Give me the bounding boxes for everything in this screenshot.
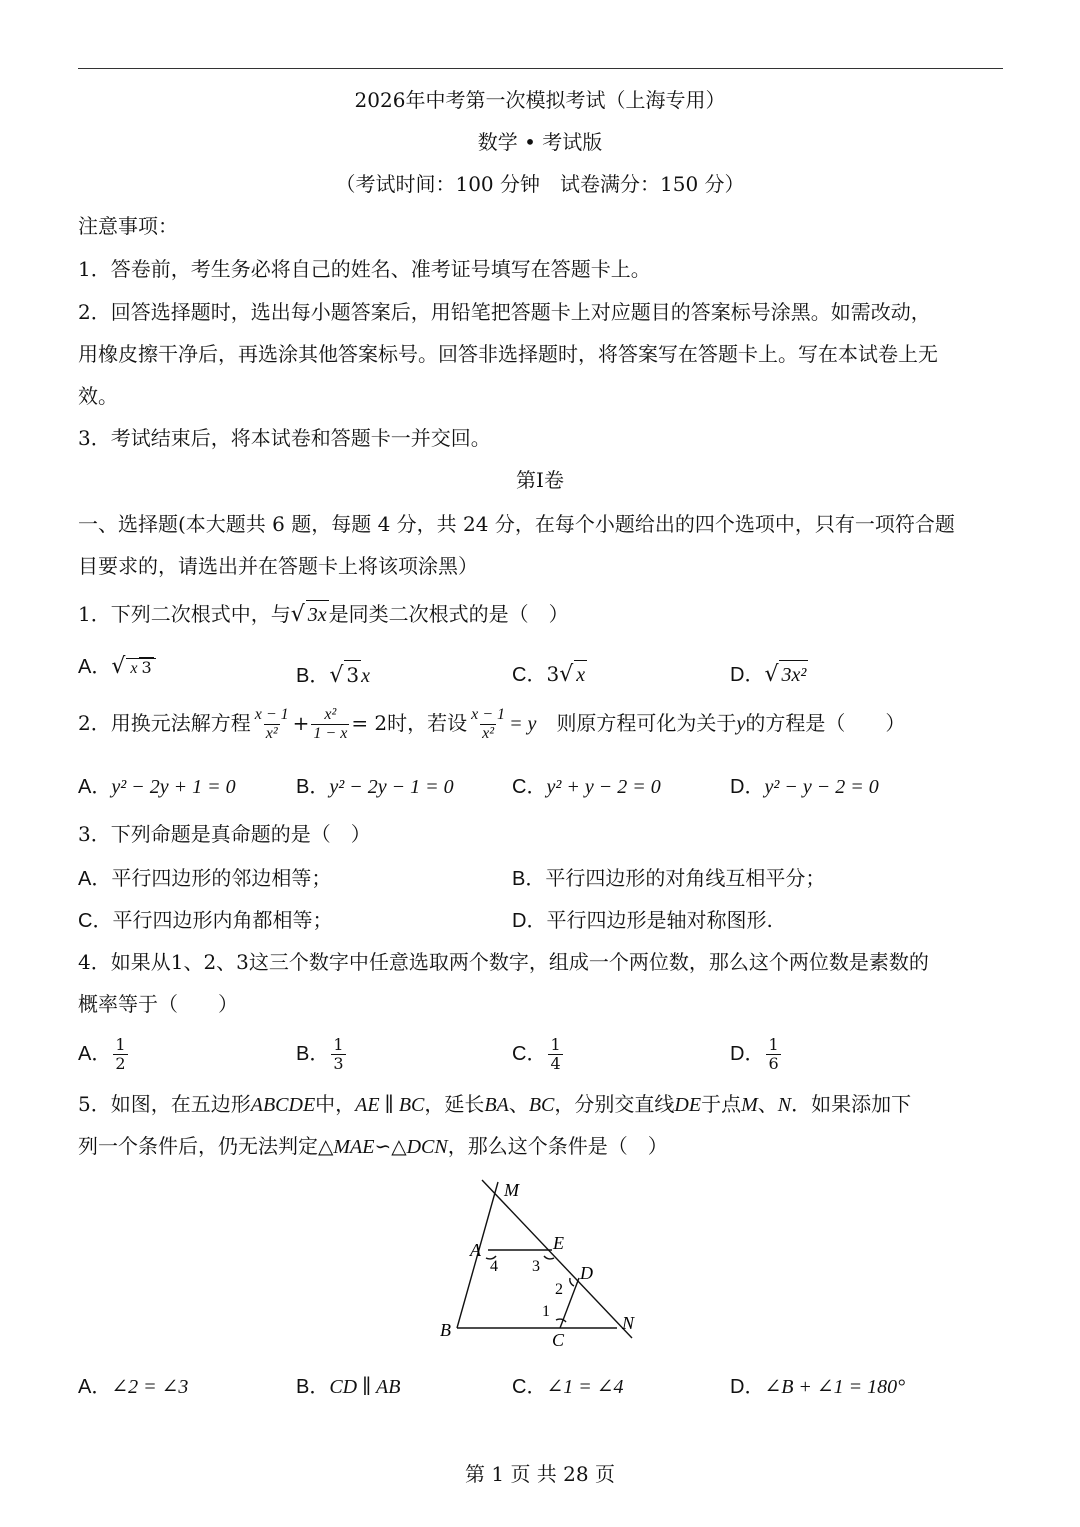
question-5-stem-line-1: 5．如图，在五边形ABCDE中，AE ∥ BC，延长BA、BC，分别交直线DE于点M、N．如果添加下 <box>78 1092 912 1116</box>
q2-option-c[interactable]: C．y² + y − 2 = 0 <box>512 776 661 798</box>
exam-subtitle: 数学 • 考试版 <box>477 130 603 154</box>
q1-option-d[interactable]: D．√ 3x² <box>730 662 807 687</box>
point-label-n: N <box>622 1313 635 1333</box>
point-label-a: A <box>470 1240 481 1260</box>
q2-option-a[interactable]: A．y² − 2y + 1 = 0 <box>78 776 236 798</box>
q5-option-c[interactable]: C．∠1 = ∠4 <box>512 1376 624 1398</box>
q1-stem-radicand: 3x <box>306 600 329 629</box>
point-label-e: E <box>553 1233 564 1253</box>
q1-option-a[interactable]: A．√ x 3 <box>78 652 158 681</box>
sqrt-symbol: √ <box>329 663 344 688</box>
q3-option-a[interactable]: A．平行四边形的邻边相等； <box>78 866 332 890</box>
q1-stem-pre: 1．下列二次根式中，与 <box>78 602 291 626</box>
q5-option-a[interactable]: A．∠2 = ∠3 <box>78 1376 189 1398</box>
question-1-stem <box>78 600 569 629</box>
sqrt-symbol: √ <box>764 662 779 687</box>
sqrt-symbol: √ <box>111 654 126 679</box>
angle-label-1: 1 <box>542 1303 550 1320</box>
line-mne <box>482 1180 632 1338</box>
q2-option-b[interactable]: B．y² − 2y − 1 = 0 <box>296 776 454 798</box>
question-4-stem-line-1: 4．如果从1、2、3这三个数字中任意选取两个数字，组成一个两位数，那么这个两位数是素数的 <box>78 950 929 974</box>
q4-option-a[interactable]: A． $\frac{1}{2}$ <box>78 1035 126 1073</box>
note-item-2-line-2: 用橡皮擦干净后，再选涂其他答案标号。回答非选择题时，将答案写在答题卡上。写在本试卷上无 <box>78 342 938 366</box>
q1-a-denominator: 3 <box>141 657 152 677</box>
sqrt-symbol: √ <box>290 602 305 627</box>
note-item-2-line-3: 效。 <box>78 384 118 408</box>
q3-option-b[interactable]: B．平行四边形的对角线互相平分； <box>512 866 826 890</box>
q4-option-b[interactable]: B． $\frac{1}{3}$ <box>296 1035 344 1073</box>
q2-option-d[interactable]: D．y² − y − 2 = 0 <box>730 776 879 798</box>
note-item-3: 3．考试结束后，将本试卷和答题卡一并交回。 <box>78 426 491 450</box>
q5-option-b[interactable]: B．CD ∥ AB <box>296 1376 401 1398</box>
sqrt-symbol: √ <box>559 662 574 687</box>
angle-label-3: 3 <box>532 1258 540 1275</box>
question-3-stem: 3．下列命题是真命题的是（ ） <box>78 822 371 846</box>
point-label-d: D <box>580 1263 593 1283</box>
volume-heading: 第Ⅰ卷 <box>516 468 564 492</box>
notes-heading: 注意事项： <box>78 214 178 238</box>
q1-option-b[interactable]: B．√ 3 x <box>296 660 370 690</box>
pentagon-figure <box>420 1170 660 1355</box>
exam-time-info: （考试时间：100 分钟 试卷满分：150 分） <box>335 172 745 196</box>
note-item-1: 1．答卷前，考生务必将自己的姓名、准考证号填写在答题卡上。 <box>78 257 651 281</box>
question-4-stem-line-2: 概率等于（ ） <box>78 992 238 1016</box>
section-intro-line-2: 目要求的，请选出并在答题卡上将该项涂黑） <box>78 554 478 578</box>
page-footer: 第 1 页 共 28 页 <box>465 1462 615 1486</box>
q5-option-d[interactable]: D．∠B + ∠1 = 180° <box>730 1376 906 1398</box>
point-label-b: B <box>440 1320 451 1340</box>
question-2-stem: 2．用换元法解方程 $\frac{x - 1}{\text{x²}}$ + $\frac{\text{x²}}{1 - x}$ = 2时，若设 $\frac{x - 1}{\text{x²}}$ = y 则原方程可化为关于y的方程是（ ） <box>78 706 906 742</box>
angle-arc-3 <box>544 1256 554 1259</box>
angle-arc-1 <box>556 1319 566 1322</box>
q4-option-c[interactable]: C． $\frac{1}{4}$ <box>512 1035 561 1073</box>
point-label-m: M <box>504 1180 519 1200</box>
top-rule <box>78 68 1003 69</box>
angle-label-4: 4 <box>490 1258 498 1275</box>
q3-option-c[interactable]: C．平行四边形内角都相等； <box>78 908 333 932</box>
section-intro-line-1: 一、选择题(本大题共 6 题，每题 4 分，共 24 分，在每个小题给出的四个选项中，只有一项符合题 <box>78 512 955 536</box>
exam-title: 2026年中考第一次模拟考试（上海专用） <box>354 88 726 112</box>
q1-a-numerator: x <box>130 659 138 677</box>
note-item-2-line-1: 2．回答选择题时，选出每小题答案后，用铅笔把答题卡上对应题目的答案标号涂黑。如需改动， <box>78 300 931 324</box>
question-5-stem-line-2: 列一个条件后，仍无法判定△MAE∽△DCN，那么这个条件是（ ） <box>78 1134 668 1158</box>
angle-arc-2 <box>570 1278 574 1286</box>
q3-option-d[interactable]: D．平行四边形是轴对称图形. <box>512 908 773 932</box>
q4-option-d[interactable]: D． $\frac{1}{6}$ <box>730 1035 779 1073</box>
angle-label-2: 2 <box>555 1281 563 1298</box>
point-label-c: C <box>552 1330 565 1350</box>
q1-stem-post: 是同类二次根式的是（ ） <box>328 602 569 626</box>
q1-option-c[interactable]: C．3√ x <box>512 662 586 687</box>
